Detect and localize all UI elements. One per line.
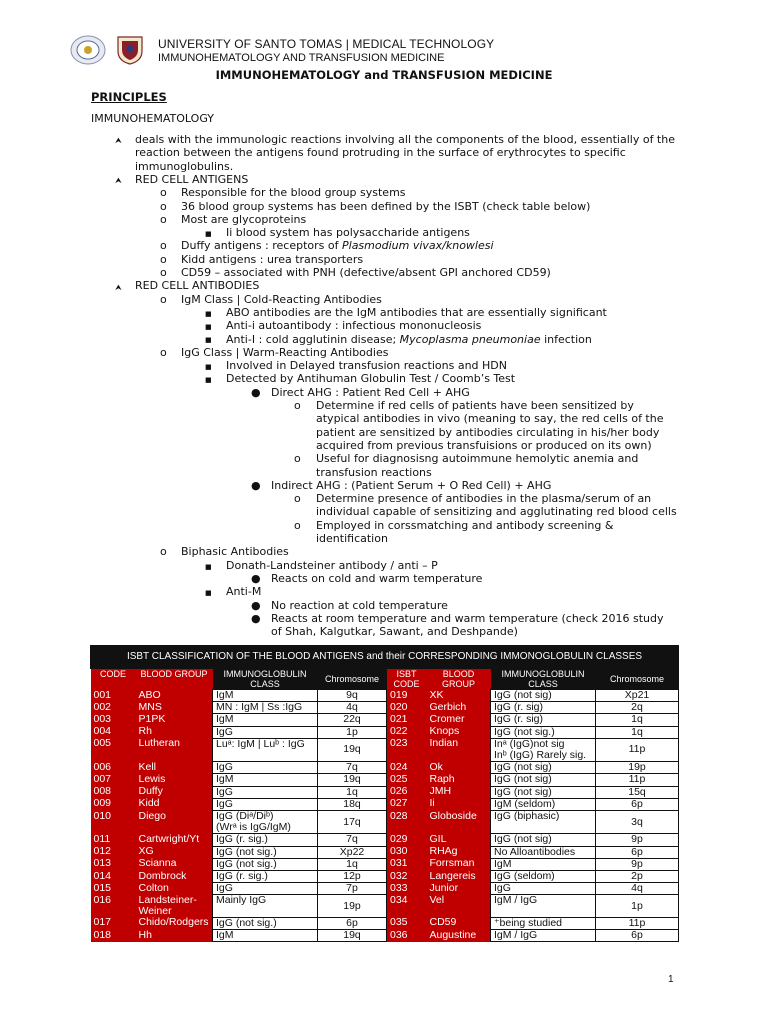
cell-immunoglobulin-class-2: IgM / IgG: [491, 930, 596, 942]
cell-isbt-code: 036: [387, 930, 427, 942]
outline-line: Donath-Landsteiner antibody / anti – P: [226, 558, 438, 572]
cell-isbt-code: 026: [387, 786, 427, 798]
cell-line: ⁺being studied: [494, 917, 563, 929]
table-row: [91, 930, 679, 942]
outline-line: individual capable of sensitizing and agglutinating red blood cells: [316, 505, 677, 519]
cell-isbt-code: 021: [387, 714, 427, 726]
header-immunoglobulin-class-2: IMMUNOGLOBULIN CLASS: [491, 669, 596, 690]
table-row: [91, 871, 679, 883]
page-number: 1: [668, 974, 674, 985]
cell-chromosome: 19q: [318, 930, 387, 942]
cell-immunoglobulin-class: IgG (not sig.): [213, 917, 318, 929]
cell-chromosome: 7p: [318, 883, 387, 895]
circle-bullet-icon: o: [160, 545, 167, 559]
circle-bullet-icon: o: [294, 452, 301, 466]
cell-immunoglobulin-class: IgG: [213, 883, 318, 895]
outline-line: Anti-M: [226, 585, 262, 599]
cell-immunoglobulin-class-2: IgG (r. sig): [491, 702, 596, 714]
cell-chromosome: 1p: [318, 726, 387, 738]
cell-chromosome-2: 11p: [596, 774, 679, 786]
cell-chromosome: 7q: [318, 834, 387, 846]
outline-line: [226, 333, 592, 346]
cell-immunoglobulin-class: IgM: [213, 690, 318, 702]
table-row: [91, 834, 679, 846]
outline-line: Employed in corssmatching and antibody screening &: [316, 518, 614, 532]
cell-blood-group: Duffy: [136, 786, 213, 798]
cell-immunoglobulin-class: IgG (not sig.): [213, 846, 318, 858]
outline-italic: Plasmodium vivax/knowlesi: [342, 239, 494, 253]
cell-blood-group-2: Forrsman: [427, 858, 491, 870]
cell-blood-group-2: Knops: [427, 726, 491, 738]
outline-line: Ii blood system has polysaccharide antigens: [226, 226, 470, 240]
outline-line: Indirect AHG : (Patient Serum + O Red Cell) + AHG: [271, 478, 552, 492]
header-blood-group-2: BLOOD GROUP: [427, 669, 491, 690]
cell-code: 007: [91, 774, 136, 786]
cell-blood-group-2: JMH: [427, 786, 491, 798]
cell-line: (Wrᵃ is IgG/IgM): [216, 821, 291, 834]
cell-isbt-code: 029: [387, 834, 427, 846]
cell-chromosome: 18q: [318, 798, 387, 810]
cell-code: 011: [91, 834, 136, 846]
cell-immunoglobulin-class-2: IgG (not sig): [491, 690, 596, 702]
cell-isbt-code: 035: [387, 917, 427, 929]
dot-bullet-icon: ●: [251, 611, 261, 625]
cell-isbt-code: 020: [387, 702, 427, 714]
cell-chromosome-2: 2p: [596, 871, 679, 883]
cell-blood-group-2: Vel: [427, 895, 491, 917]
header-immunoglobulin-class: IMMUNOGLOBULIN CLASS: [213, 669, 318, 690]
cell-chromosome: 12p: [318, 871, 387, 883]
outline-line: Reacts on cold and warm temperature: [271, 571, 483, 585]
page-header: [70, 32, 710, 68]
cell-isbt-code: 031: [387, 858, 427, 870]
outline-line: [181, 239, 494, 252]
table-row: [91, 858, 679, 870]
outline-text: Duffy antigens : receptors of: [181, 239, 342, 253]
circle-bullet-icon: o: [160, 186, 167, 200]
outline-line: ABO antibodies are the IgM antibodies that are essentially significant: [226, 305, 607, 319]
cell-code: 002: [91, 702, 136, 714]
circle-bullet-icon: o: [160, 292, 167, 306]
cell-immunoglobulin-class-2: IgG (not sig.): [491, 726, 596, 738]
cell-blood-group: Lewis: [136, 774, 213, 786]
outline-italic: Mycoplasma pneumoniae: [399, 332, 541, 346]
outline-line: Useful for diagnosisng autoimmune hemolytic anemia and: [316, 452, 639, 466]
cell-blood-group: XG: [136, 846, 213, 858]
outline-line: acquired from previous transfuisions or produced on its own): [316, 438, 652, 452]
cell-blood-group-2: XK: [427, 690, 491, 702]
university-name: UNIVERSITY OF SANTO TOMAS | MEDICAL TECHNOLOGY: [158, 37, 495, 51]
cell-line: Inᵇ (IgG) Rarely sig.: [494, 749, 587, 762]
square-bullet-icon: ■: [205, 323, 212, 332]
table-caption: ISBT CLASSIFICATION OF THE BLOOD ANTIGENS and their CORRESPONDING IMMONOGLOBULIN CLASSES: [91, 646, 679, 669]
outline-line: Anti-i autoantibody : infectious mononucleosis: [226, 319, 482, 333]
header-chromosome-2: Chromosome: [596, 669, 679, 690]
circle-bullet-icon: o: [294, 399, 301, 412]
outline-line: IgG Class | Warm-Reacting Antibodies: [181, 345, 389, 359]
cell-immunoglobulin-class-2: IgG: [491, 883, 596, 895]
document-title: IMMUNOHEMATOLOGY and TRANSFUSION MEDICINE: [215, 68, 553, 82]
table-row: [91, 883, 679, 895]
cell-immunoglobulin-class: IgG (not sig.): [213, 858, 318, 870]
outline-line: Direct AHG : Patient Red Cell + AHG: [271, 385, 470, 399]
table-row: [91, 895, 679, 917]
cell-chromosome-2: 9p: [596, 858, 679, 870]
cell-isbt-code: 032: [387, 871, 427, 883]
cell-immunoglobulin-class-2: IgM / IgG: [491, 895, 596, 917]
cell-code: 018: [91, 930, 136, 942]
cell-code: 015: [91, 883, 136, 895]
table-row: [91, 738, 679, 761]
circle-bullet-icon: o: [160, 252, 167, 266]
cell-blood-group: Landsteiner-Weiner: [136, 895, 213, 917]
cell-chromosome: 1q: [318, 858, 387, 870]
circle-bullet-icon: o: [294, 492, 301, 506]
arrow-bullet-icon: ⮝: [115, 136, 122, 145]
square-bullet-icon: ■: [205, 589, 212, 598]
cell-chromosome-2: 19p: [596, 762, 679, 774]
outline-line: immunoglobulins.: [135, 159, 234, 173]
cell-blood-group: Kidd: [136, 798, 213, 810]
cell-blood-group-2: Gerbich: [427, 702, 491, 714]
cell-isbt-code: 034: [387, 895, 427, 917]
isbt-classification-table: [90, 645, 679, 942]
cell-chromosome-2: 11p: [596, 917, 679, 929]
circle-bullet-icon: o: [160, 212, 167, 226]
table-row: [91, 702, 679, 714]
outline-line: CD59 – associated with PNH (defective/absent GPI anchored CD59): [181, 266, 551, 279]
cell-code: 004: [91, 726, 136, 738]
college-shield-icon: [116, 33, 144, 65]
cell-code: 006: [91, 762, 136, 774]
cell-immunoglobulin-class-2: IgG (seldom): [491, 871, 596, 883]
header-chromosome: Chromosome: [318, 669, 387, 690]
table-row: [91, 726, 679, 738]
dot-bullet-icon: ●: [251, 598, 261, 612]
cell-chromosome-2: Xp21: [596, 690, 679, 702]
cell-blood-group-2: CD59: [427, 917, 491, 929]
cell-blood-group-2: Raph: [427, 774, 491, 786]
section-heading: PRINCIPLES: [91, 90, 167, 104]
cell-blood-group: Scianna: [136, 858, 213, 870]
cell-blood-group: Kell: [136, 762, 213, 774]
cell-isbt-code: 027: [387, 798, 427, 810]
cell-immunoglobulin-class: IgM: [213, 774, 318, 786]
square-bullet-icon: ■: [205, 562, 212, 571]
circle-bullet-icon: o: [160, 199, 167, 213]
table-row: [91, 917, 679, 929]
cell-immunoglobulin-class-2: IgM (seldom): [491, 798, 596, 810]
cell-blood-group-2: Junior: [427, 883, 491, 895]
cell-immunoglobulin-class: MN : IgM | Ss :IgG: [213, 702, 318, 714]
cell-blood-group: Rh: [136, 726, 213, 738]
cell-chromosome-2: 4q: [596, 883, 679, 895]
table-row: [91, 714, 679, 726]
cell-blood-group: P1PK: [136, 714, 213, 726]
circle-bullet-icon: o: [294, 518, 301, 532]
circle-bullet-icon: o: [160, 345, 167, 359]
outline-line: Involved in Delayed transfusion reactions and HDN: [226, 359, 507, 373]
cell-isbt-code: 030: [387, 846, 427, 858]
cell-isbt-code: 019: [387, 690, 427, 702]
circle-bullet-icon: o: [160, 266, 167, 279]
cell-chromosome-2: 1p: [596, 895, 679, 917]
table-row: [91, 811, 679, 834]
cell-code: 010: [91, 811, 136, 834]
cell-chromosome: 1q: [318, 786, 387, 798]
cell-immunoglobulin-class: IgG (r. sig.): [213, 834, 318, 846]
outline-line: Kidd antigens : urea transporters: [181, 252, 364, 266]
cell-chromosome: Xp22: [318, 846, 387, 858]
table-row: [91, 774, 679, 786]
cell-immunoglobulin-class-2: IgG (not sig): [491, 762, 596, 774]
arrow-bullet-icon: ⮝: [115, 176, 122, 185]
cell-code: 014: [91, 871, 136, 883]
cell-blood-group-2: Ii: [427, 798, 491, 810]
square-bullet-icon: ■: [205, 309, 212, 318]
cell-blood-group: MNS: [136, 702, 213, 714]
table-row: [91, 798, 679, 810]
cell-chromosome: 19q: [318, 738, 387, 761]
cell-immunoglobulin-class: IgG (r. sig.): [213, 871, 318, 883]
cell-blood-group: ABO: [136, 690, 213, 702]
cell-blood-group-2: Globoside: [427, 811, 491, 834]
circle-bullet-icon: o: [160, 239, 167, 253]
cell-immunoglobulin-class-2: [491, 917, 596, 929]
outline-line: patient are sensitized by antibodies circulating in his/her body: [316, 425, 660, 439]
cell-immunoglobulin-class-2: IgG (not sig): [491, 786, 596, 798]
outline-line: IgM Class | Cold-Reacting Antibodies: [181, 292, 382, 306]
cell-chromosome: 4q: [318, 702, 387, 714]
header-blood-group: BLOOD GROUP: [136, 669, 213, 690]
cell-chromosome: 19p: [318, 895, 387, 917]
dot-bullet-icon: ●: [251, 571, 261, 585]
outline-line: identification: [316, 532, 388, 545]
cell-immunoglobulin-class-2: [491, 738, 596, 761]
cell-immunoglobulin-class-2: IgG (r. sig): [491, 714, 596, 726]
cell-blood-group-2: Indian: [427, 738, 491, 761]
cell-immunoglobulin-class: IgG: [213, 726, 318, 738]
cell-chromosome-2: 6p: [596, 798, 679, 810]
cell-chromosome: 6p: [318, 917, 387, 929]
cell-code: 001: [91, 690, 136, 702]
outline-line: reaction between the antigens found protruding in the surface of erythrocytes to specific: [135, 146, 626, 160]
header-isbt-code: ISBT CODE: [387, 669, 427, 690]
outline-line: Responsible for the blood group systems: [181, 186, 406, 200]
cell-line: Luᵃ: IgM | Luᵇ : IgG: [216, 738, 305, 750]
cell-blood-group-2: GIL: [427, 834, 491, 846]
cell-blood-group: Dombrock: [136, 871, 213, 883]
cell-chromosome-2: 6p: [596, 846, 679, 858]
cell-isbt-code: 023: [387, 738, 427, 761]
cell-chromosome-2: 11p: [596, 738, 679, 761]
cell-code: 016: [91, 895, 136, 917]
cell-isbt-code: 025: [387, 774, 427, 786]
cell-blood-group-2: Langereis: [427, 871, 491, 883]
cell-code: 012: [91, 846, 136, 858]
university-seal-icon: [70, 35, 106, 65]
outline-text: Anti-I : cold agglutinin disease;: [226, 332, 400, 346]
cell-immunoglobulin-class: IgG: [213, 798, 318, 810]
outline-line: RED CELL ANTIBODIES: [135, 279, 260, 293]
table-row: [91, 762, 679, 774]
cell-chromosome: 17q: [318, 811, 387, 834]
cell-blood-group: Chido/Rodgers: [136, 917, 213, 929]
cell-blood-group: Lutheran: [136, 738, 213, 761]
outline-text: infection: [540, 332, 592, 346]
cell-code: 017: [91, 917, 136, 929]
cell-chromosome: 19q: [318, 774, 387, 786]
cell-immunoglobulin-class: IgM: [213, 930, 318, 942]
cell-immunoglobulin-class-2: IgG (not sig): [491, 834, 596, 846]
subject-name: IMMUNOHEMATOLOGY AND TRANSFUSION MEDICINE: [158, 52, 445, 64]
cell-chromosome-2: 6p: [596, 930, 679, 942]
cell-line: IgG (Diᵃ/Diᵇ): [216, 810, 274, 823]
cell-isbt-code: 028: [387, 811, 427, 834]
square-bullet-icon: ■: [205, 363, 212, 371]
cell-immunoglobulin-class-2: IgG (biphasic): [491, 811, 596, 834]
arrow-bullet-icon: ⮝: [115, 282, 122, 292]
cell-blood-group-2: Augustine: [427, 930, 491, 942]
outline-line: deals with the immunologic reactions involving all the components of the blood, essentially of the: [135, 133, 675, 146]
cell-chromosome: 7q: [318, 762, 387, 774]
cell-chromosome: 9q: [318, 690, 387, 702]
cell-chromosome-2: 2q: [596, 702, 679, 714]
cell-code: 008: [91, 786, 136, 798]
cell-immunoglobulin-class: Mainly IgG: [213, 895, 318, 917]
cell-isbt-code: 022: [387, 726, 427, 738]
cell-code: 009: [91, 798, 136, 810]
square-bullet-icon: ■: [205, 336, 212, 345]
cell-blood-group: Diego: [136, 811, 213, 834]
header-code: CODE: [91, 669, 136, 690]
cell-blood-group: Colton: [136, 883, 213, 895]
outline-line: RED CELL ANTIGENS: [135, 172, 249, 186]
subsection-heading: IMMUNOHEMATOLOGY: [91, 112, 215, 125]
cell-chromosome-2: 1q: [596, 726, 679, 738]
cell-code: 005: [91, 738, 136, 761]
outline-line: Most are glycoproteins: [181, 212, 307, 226]
cell-code: 013: [91, 858, 136, 870]
square-bullet-icon: ■: [205, 230, 212, 238]
outline-line: Determine presence of antibodies in the plasma/serum of an: [316, 492, 652, 506]
table-row: [91, 846, 679, 858]
cell-isbt-code: 024: [387, 762, 427, 774]
cell-chromosome-2: 15q: [596, 786, 679, 798]
dot-bullet-icon: ●: [251, 385, 261, 399]
outline-line: Biphasic Antibodies: [181, 545, 289, 559]
cell-isbt-code: 033: [387, 883, 427, 895]
cell-blood-group: Cartwright/Yt: [136, 834, 213, 846]
table-row: [91, 690, 679, 702]
cell-chromosome-2: 3q: [596, 811, 679, 834]
outline-line: Determine if red cells of patients have been sensitized by: [316, 399, 634, 412]
cell-chromosome: 22q: [318, 714, 387, 726]
cell-blood-group-2: Ok: [427, 762, 491, 774]
cell-immunoglobulin-class: [213, 738, 318, 761]
outline-line: Detected by Antihuman Globulin Test / Coomb’s Test: [226, 372, 516, 386]
outline-line: of Shah, Kalgutkar, Sawant, and Deshpande): [271, 625, 518, 639]
cell-immunoglobulin-class-2: IgM: [491, 858, 596, 870]
outline-line: 36 blood group systems has been defined by the ISBT (check table below): [181, 199, 591, 213]
square-bullet-icon: ■: [205, 376, 212, 385]
cell-immunoglobulin-class: IgG: [213, 762, 318, 774]
outline-line: transfusion reactions: [316, 465, 432, 479]
cell-immunoglobulin-class-2: IgG (not sig): [491, 774, 596, 786]
cell-blood-group-2: RHAg: [427, 846, 491, 858]
cell-blood-group: Hh: [136, 930, 213, 942]
cell-chromosome-2: 9p: [596, 834, 679, 846]
cell-chromosome-2: 1q: [596, 714, 679, 726]
cell-blood-group-2: Cromer: [427, 714, 491, 726]
outline-line: No reaction at cold temperature: [271, 598, 448, 612]
dot-bullet-icon: ●: [251, 478, 261, 492]
table-row: [91, 786, 679, 798]
cell-immunoglobulin-class-2: No Alloantibodies: [491, 846, 596, 858]
cell-immunoglobulin-class: IgM: [213, 714, 318, 726]
cell-code: 003: [91, 714, 136, 726]
cell-immunoglobulin-class: IgG: [213, 786, 318, 798]
cell-immunoglobulin-class: [213, 811, 318, 834]
outline-line: atypical antibodies in vivo (meaning to say, the red cells of the: [316, 412, 664, 426]
outline-line: Reacts at room temperature and warm temperature (check 2016 study: [271, 611, 664, 625]
cell-line: Inᵃ (IgG)not sig: [494, 738, 565, 750]
